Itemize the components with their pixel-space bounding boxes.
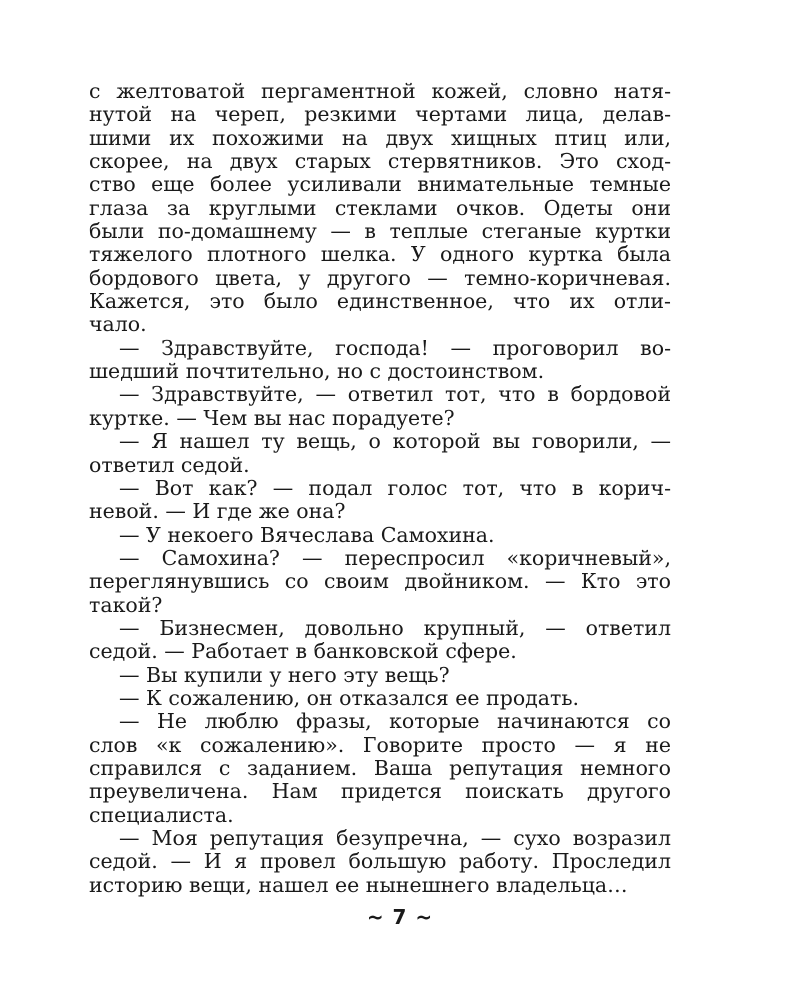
text-line: слов «к сожалению». Говорите просто — я не — [89, 732, 671, 757]
text-line: с желтоватой пергаментной кожей, словно натя- — [89, 79, 671, 103]
text-line: невой. — И где же она? — [89, 499, 346, 524]
text-line: — Вы купили у него эту вещь? — [119, 662, 450, 687]
text-line: тяжелого плотного шелка. У одного куртка была — [89, 242, 671, 267]
text-line: — Вот как? — подал голос тот, что в корич- — [119, 475, 671, 500]
text-line: скорее, на двух старых стервятников. Это сход- — [89, 149, 671, 174]
text-line: чало. — [89, 312, 147, 337]
text-line: — Бизнесмен, довольно крупный, — ответил — [119, 615, 671, 640]
text-line: ответил седой. — [89, 452, 250, 477]
text-line: шими их похожими на двух хищных птиц или, — [89, 125, 671, 150]
text-line: нутой на череп, резкими чертами лица, делав- — [89, 102, 671, 127]
text-line: — Здравствуйте, господа! — проговорил во- — [119, 335, 671, 360]
text-line: седой. — И я провел большую работу. Проследил — [89, 849, 671, 874]
text-line: такой? — [89, 592, 163, 617]
page-number: ~ 7 ~ — [366, 905, 434, 929]
text-line: переглянувшись со своим двойником. — Кто это — [89, 569, 671, 594]
text-line: куртке. — Чем вы нас порадуете? — [89, 405, 455, 430]
text-line: историю вещи, нашел ее нынешнего владельца… — [89, 872, 628, 897]
text-line: Кажется, это было единственное, что их отли- — [89, 289, 671, 314]
text-line: седой. — Работает в банковской сфере. — [89, 639, 517, 664]
text-line: — Моя репутация безупречна, — сухо возразил — [119, 826, 671, 850]
text-line: справился с заданием. Ваша репутация немного — [89, 755, 671, 780]
text-line: — Здравствуйте, — ответил тот, что в бордовой — [119, 382, 671, 407]
text-line: — К сожалению, он отказался ее продать. — [119, 685, 580, 710]
text-line: бордового цвета, у другого — темно-коричневая. — [89, 265, 671, 290]
text-line: были по-домашнему — в теплые стеганые куртки — [89, 219, 671, 244]
text-column — [89, 80, 671, 897]
text-line: ство еще более усиливали внимательные темные — [89, 172, 671, 197]
text-line: — Самохина? — переспросил «коричневый», — [119, 545, 671, 570]
text-line: — Я нашел ту вещь, о которой вы говорили, — — [119, 429, 671, 454]
text-line: — Не люблю фразы, которые начинаются со — [119, 709, 671, 734]
text-line: шедший почтительно, но с достоинством. — [89, 359, 545, 384]
text-line: преувеличена. Нам придется поискать другого — [89, 779, 671, 804]
text-line: — У некоего Вячеслава Самохина. — [119, 522, 495, 547]
text-line: специалиста. — [89, 802, 234, 827]
text-line: глаза за круглыми стеклами очков. Одеты они — [89, 195, 671, 220]
